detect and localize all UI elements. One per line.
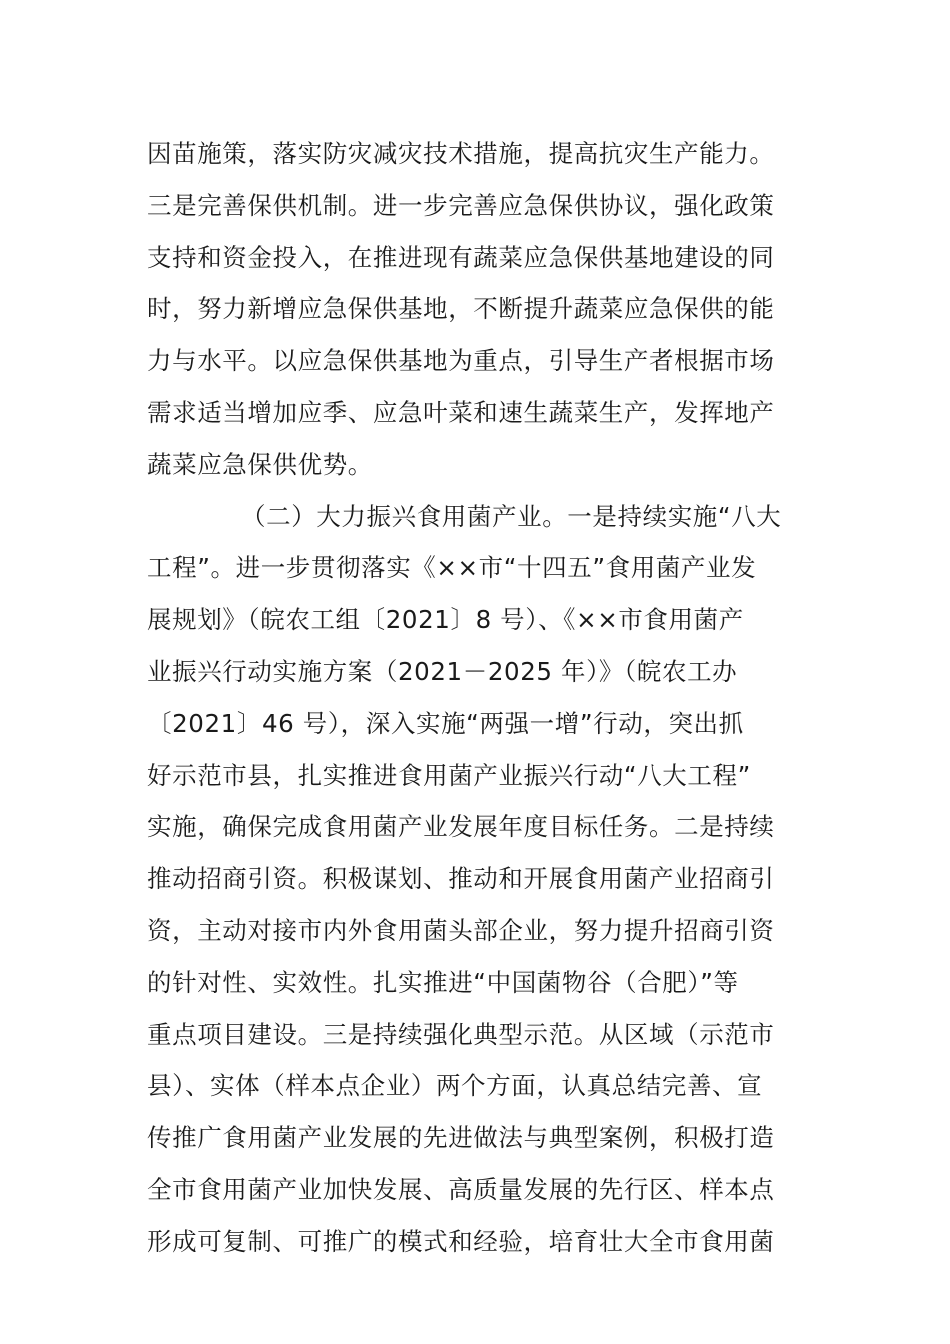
body-text [147,128,817,1268]
text-line: 重点项目建设。三是持续强化典型示范。从区域（示范市 [147,1019,775,1049]
text-line: 实施，确保完成食用菌产业发展年度目标任务。二是持续 [147,812,775,842]
text-line: 三是完善保供机制。进一步完善应急保供协议，强化政策 [147,190,775,220]
text-line: 展规划》（皖农工组〔2021〕8 号）、《××市食用菌产 [147,605,744,635]
text-line: 传推广食用菌产业发展的先进做法与典型案例，积极打造 [147,1123,775,1153]
paragraph-start-line: （二）大力振兴食用菌产业。一是持续实施“八大 [241,501,782,531]
text-line: 的针对性、实效性。扎实推进“中国菌物谷（合肥）”等 [147,967,739,997]
text-line: 支持和资金投入，在推进现有蔬菜应急保供基地建设的同 [147,242,775,272]
text-line: 时，努力新增应急保供基地，不断提升蔬菜应急保供的能 [147,294,775,324]
text-line: 推动招商引资。积极谋划、推动和开展食用菌产业招商引 [147,864,775,894]
text-line: 工程”。进一步贯彻落实《××市“十四五”食用菌产业发 [147,553,757,583]
text-line: 蔬菜应急保供优势。 [147,449,373,479]
text-line: 力与水平。以应急保供基地为重点，引导生产者根据市场 [147,346,775,376]
text-line: 资，主动对接市内外食用菌头部企业，努力提升招商引资 [147,915,775,945]
text-line: 因苗施策，落实防灾减灾技术措施，提高抗灾生产能力。 [147,139,775,168]
text-line: 需求适当增加应季、应急叶菜和速生蔬菜生产，发挥地产 [147,397,775,427]
text-line: 县）、实体（样本点企业）两个方面，认真总结完善、宣 [147,1071,763,1101]
text-line: 好示范市县，扎实推进食用菌产业振兴行动“八大工程” [147,760,751,790]
text-line: 业振兴行动实施方案（2021－2025 年）》（皖农工办 [147,656,738,686]
text-line: 〔2021〕46 号），深入实施“两强一增”行动，突出抓 [147,708,744,738]
text-line: 全市食用菌产业加快发展、高质量发展的先行区、样本点 [147,1174,775,1204]
text-line: 形成可复制、可推广的模式和经验，培育壮大全市食用菌 [147,1226,775,1256]
